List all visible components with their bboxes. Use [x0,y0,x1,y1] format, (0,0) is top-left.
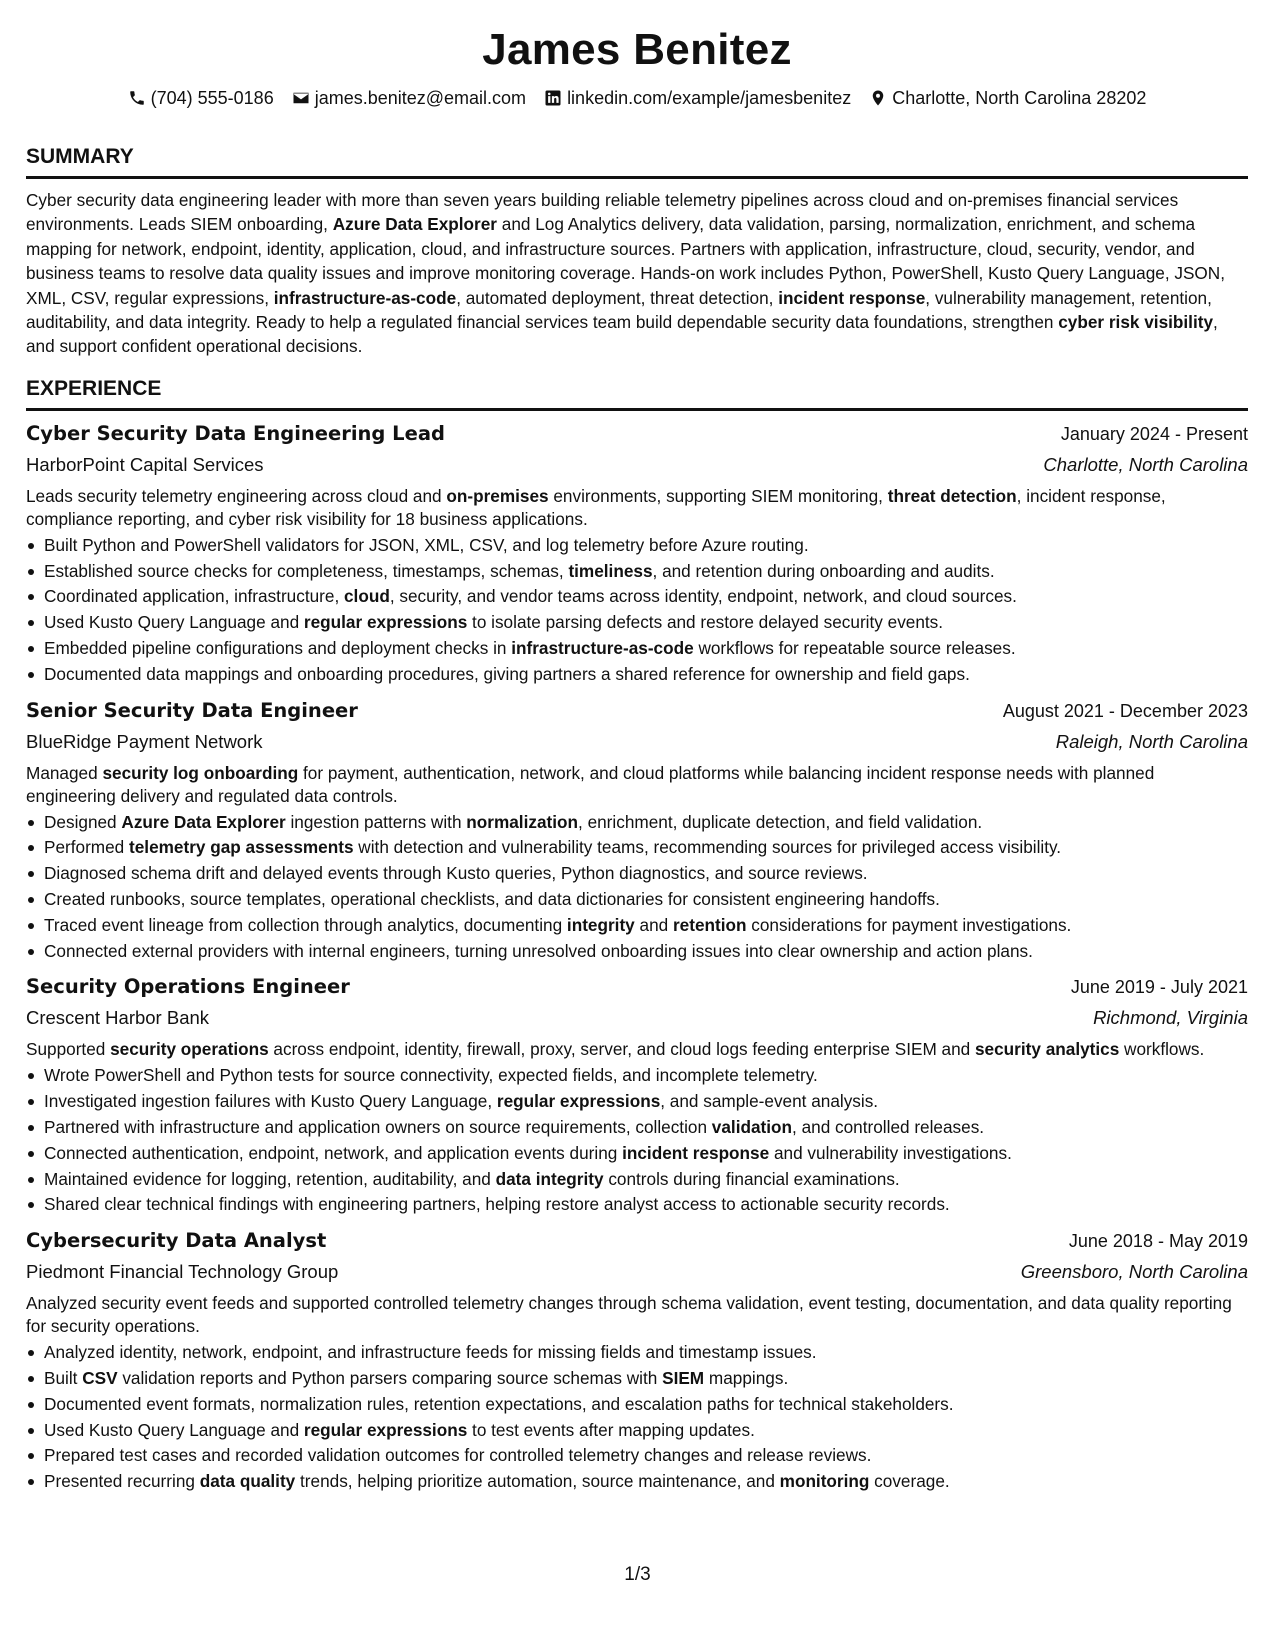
job-location: Raleigh, North Carolina [1055,730,1248,752]
bullet-item: Analyzed identity, network, endpoint, and infrastructure feeds for missing fields and timestamp issues. [26,1340,1248,1366]
resume-page [26,24,1248,1495]
bullet-item: Coordinated application, infrastructure, cloud, security, and vendor teams across identity, endpoint, network, and cloud sources. [26,584,1248,610]
job-location: Greensboro, North Carolina [1020,1261,1248,1283]
job-location: Richmond, Virginia [1093,1007,1248,1029]
bullet-item: Embedded pipeline configurations and deployment checks in infrastructure-as-code workflows for repeatable source releases. [26,636,1248,662]
experience-section [26,376,1248,1495]
section-divider [26,176,1248,179]
linkedin-icon [544,89,562,107]
contact-location [869,86,1146,110]
candidate-name: James Benitez [482,25,792,74]
bullet-item: Documented event formats, normalization rules, retention expectations, and escalation paths for technical stakeholders. [26,1392,1248,1418]
job-description: Leads security telemetry engineering across cloud and on-premises environments, supporting SIEM monitoring, threat detection, incident response, compliance reporting, and cyber risk visibility for 18 business applications. [26,485,1166,529]
job-description: Analyzed security event feeds and supported controlled telemetry changes through schema validation, event testing, documentation, and data quality reporting for security operations. [26,1293,1232,1337]
bullet-item: Presented recurring data quality trends, helping prioritize automation, source maintenance, and monitoring coverage. [26,1469,1248,1495]
job-dates: June 2018 - May 2019 [1068,1231,1248,1252]
job-dates: June 2019 - July 2021 [1070,977,1248,998]
bullet-item: Used Kusto Query Language and regular expressions to isolate parsing defects and restore delayed security events. [26,610,1248,636]
summary-section [26,144,1248,359]
job-bullets [26,1340,1248,1495]
company-name: BlueRidge Payment Network [26,730,263,752]
job-bullets [26,810,1248,965]
location-text: Charlotte, North Carolina 28202 [892,88,1147,108]
bullet-item: Established source checks for completeness, timestamps, schemas, timeliness, and retention during onboarding and audits. [26,559,1248,585]
summary-heading: SUMMARY [26,145,134,168]
job-description: Supported security operations across endpoint, identity, firewall, proxy, server, and cloud logs feeding enterprise SIEM and security analytics workflows. [26,1039,1205,1060]
phone-text: (704) 555-0186 [150,88,274,108]
company-name: Piedmont Financial Technology Group [26,1261,339,1283]
contact-linkedin[interactable] [544,86,851,110]
job-entry [26,1228,1248,1495]
bullet-item: Created runbooks, source templates, operational checklists, and data dictionaries for consistent engineering handoffs. [26,887,1248,913]
job-bullets [26,1063,1248,1218]
section-divider [26,408,1248,411]
bullet-item: Investigated ingestion failures with Kusto Query Language, regular expressions, and sample-event analysis. [26,1089,1248,1115]
job-list [26,421,1248,1495]
map-pin-icon [869,89,887,107]
bullet-item: Documented data mappings and onboarding procedures, giving partners a shared reference for ownership and field gaps. [26,662,1248,688]
bullet-item: Designed Azure Data Explorer ingestion patterns with normalization, enrichment, duplicate detection, and field validation. [26,810,1248,836]
job-dates: January 2024 - Present [1060,423,1248,444]
bullet-item: Built CSV validation reports and Python parsers comparing source schemas with SIEM mappings. [26,1366,1248,1392]
job-description: Managed security log onboarding for payment, authentication, network, and cloud platforms while balancing incident response needs with planned engineering delivery and regulated data controls. [26,762,1155,806]
bullet-item: Performed telemetry gap assessments with detection and vulnerability teams, recommending sources for privileged access visibility. [26,835,1248,861]
bullet-item: Shared clear technical findings with engineering partners, helping restore analyst access to actionable security records. [26,1192,1248,1218]
company-name: HarborPoint Capital Services [26,453,264,475]
bullet-item: Used Kusto Query Language and regular expressions to test events after mapping updates. [26,1418,1248,1444]
job-title: Senior Security Data Engineer [26,698,358,722]
bullet-item: Connected authentication, endpoint, network, and application events during incident response and vulnerability investigations. [26,1141,1248,1167]
bullet-item: Diagnosed schema drift and delayed events through Kusto queries, Python diagnostics, and source reviews. [26,861,1248,887]
job-bullets [26,533,1248,688]
email-link[interactable]: james.benitez@email.com [314,88,527,108]
bullet-item: Prepared test cases and recorded validation outcomes for controlled telemetry changes and release reviews. [26,1443,1248,1469]
company-name: Crescent Harbor Bank [26,1007,210,1029]
job-entry [26,421,1248,688]
job-dates: August 2021 - December 2023 [1002,700,1248,721]
page-number: 1/3 [624,1564,651,1585]
job-title: Security Operations Engineer [26,975,350,999]
contact-bar [26,86,1248,110]
linkedin-link[interactable]: linkedin.com/example/jamesbenitez [567,88,852,108]
phone-icon [128,89,146,107]
job-entry [26,698,1248,965]
bullet-item: Partnered with infrastructure and application owners on source requirements, collection validation, and controlled releases. [26,1115,1248,1141]
bullet-item: Connected external providers with internal engineers, turning unresolved onboarding issues into clear ownership and action plans. [26,939,1248,965]
contact-email[interactable] [292,86,526,110]
job-location: Charlotte, North Carolina [1043,453,1248,475]
bullet-item: Maintained evidence for logging, retention, auditability, and data integrity controls during financial examinations. [26,1167,1248,1193]
bullet-item: Built Python and PowerShell validators for JSON, XML, CSV, and log telemetry before Azure routing. [26,533,1248,559]
job-entry [26,974,1248,1218]
summary-text: Cyber security data engineering leader with more than seven years building reliable telemetry pipelines across cloud and on-premises financial services environments. Leads SIEM onboarding, Azure Data Explorer and Log Analytics delivery, data validation, parsing, normalization, enrichment, and schema mapping for network, endpoint, identity, application, cloud, and infrastructure sources. Partners with application, infrastructure, cloud, security, vendor, and business teams to resolve data quality issues and improve monitoring coverage. Hands-on work includes Python, PowerShell, Kusto Query Language, JSON, XML, CSV, regular expressions, infrastructure-as-code, automated deployment, threat detection, incident response, vulnerability management, retention, auditability, and data integrity. Ready to help a regulated financial services team build dependable security data foundations, strengthen cyber risk visibility, and support confident operational decisions. [26,190,1225,357]
envelope-icon [292,89,310,107]
job-title: Cyber Security Data Engineering Lead [26,421,445,445]
bullet-item: Traced event lineage from collection through analytics, documenting integrity and retention considerations for payment investigations. [26,913,1248,939]
job-title: Cybersecurity Data Analyst [26,1229,327,1253]
bullet-item: Wrote PowerShell and Python tests for source connectivity, expected fields, and incomplete telemetry. [26,1063,1248,1089]
contact-phone [128,86,274,110]
experience-heading: EXPERIENCE [26,376,162,400]
